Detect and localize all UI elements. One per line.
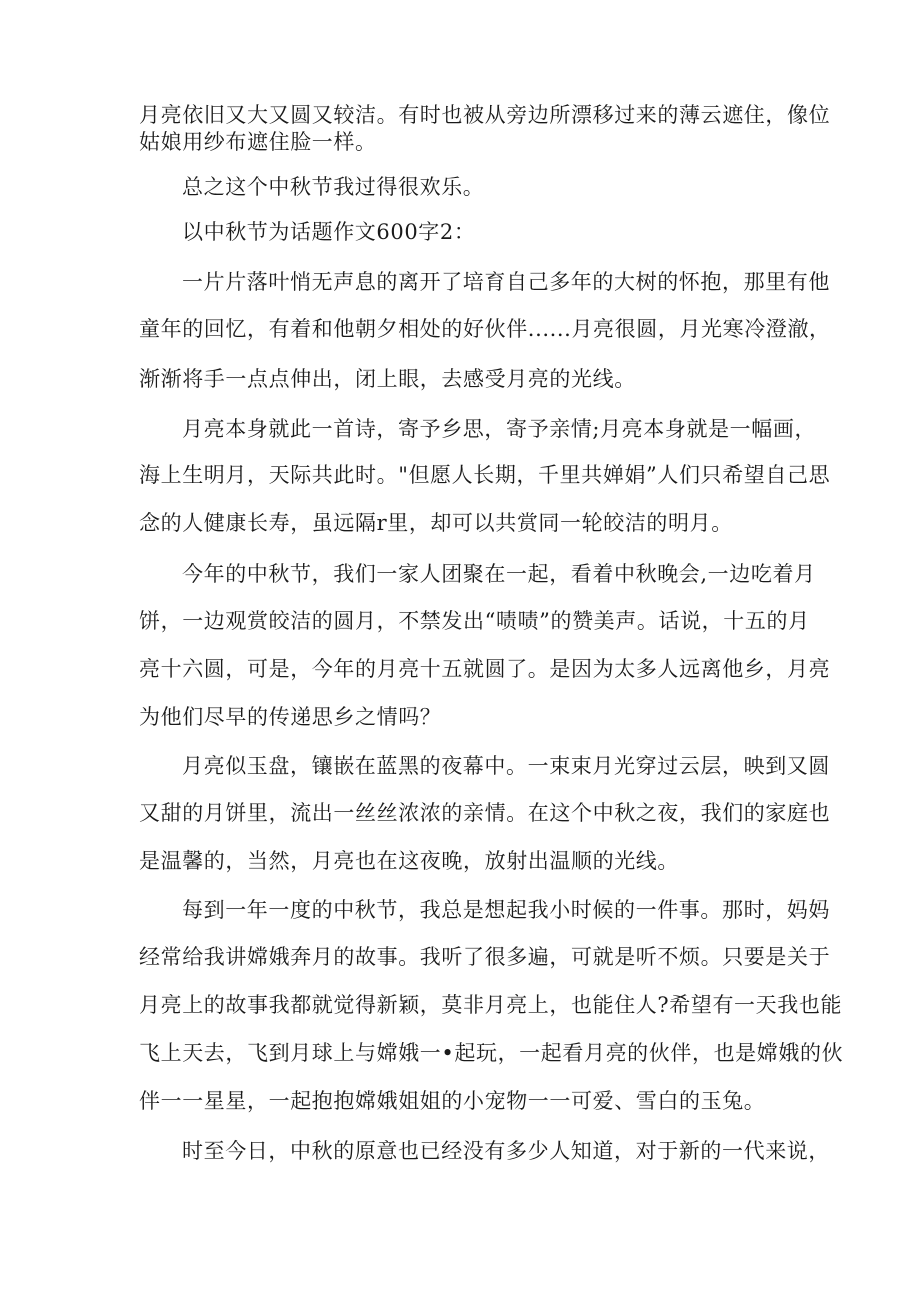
text-line: 渐渐将手一点点伸出，闭上眼，去感受月亮的光线。 xyxy=(139,367,636,391)
text-line: 今年的中秋节，我们一家人团聚在一起，看着中秋晚会,一边吃着月 xyxy=(182,562,816,586)
text-line: 亮十六圆，可是，今年的月亮十五就圆了。是因为太多人远离他乡，月亮 xyxy=(139,657,831,681)
text-line: 总之这个中秋节我过得很欢乐。 xyxy=(182,175,485,199)
text-line: 一片片落叶悄无声息的离开了培育自己多年的大树的怀抱，那里有他 xyxy=(182,270,830,294)
section-heading: 以中秋节为话题作文600字2： xyxy=(182,220,476,244)
text-line: 伴一一星星，一起抱抱嫦娥姐姐的小宠物一一可爱、雪白的玉兔。 xyxy=(139,1089,766,1113)
text-line: 每到一年一度的中秋节，我总是想起我小时候的一件事。那时，妈妈 xyxy=(182,898,830,922)
text-line: 月亮上的故事我都就觉得新颖，莫非月亮上，也能住人?希望有一天我也能 xyxy=(139,993,843,1017)
text-line: 是温馨的，当然，月亮也在这夜晚，放射出温顺的光线。 xyxy=(139,849,679,873)
text-line: 海上生明月，天际共此时。"但愿人长期，千里共婵娟”人们只希望自己思 xyxy=(139,463,831,487)
text-line: 念的人健康长寿，虽远隔r里，却可以共赏同一轮皎洁的明月。 xyxy=(139,511,733,535)
text-line: 飞上天去，飞到月球上与嫦娥一•起玩，一起看月亮的伙伴，也是嫦娥的伙 xyxy=(139,1041,844,1065)
text-line: 童年的回忆，有着和他朝夕相处的好伙伴......月亮很圆，月光寒冷澄澈， xyxy=(139,317,831,341)
text-line: 月亮似玉盘，镶嵌在蓝黑的夜幕中。一束束月光穿过云层，映到又圆 xyxy=(182,754,830,778)
text-line: 姑娘用纱布遮住脸一样。 xyxy=(139,130,377,154)
text-line: 又甜的月饼里，流出一丝丝浓浓的亲情。在这个中秋之夜，我们的家庭也 xyxy=(139,801,831,825)
text-line: 时至今日，中秋的原意也已经没有多少人知道，对于新的一代来说， xyxy=(182,1139,830,1163)
text-line: 月亮本身就此一首诗，寄予乡思，寄予亲情;月亮本身就是一幅画， xyxy=(182,417,817,441)
text-line: 月亮依旧又大又圆又较洁。有时也被从旁边所漂移过来的薄云遮住，像位 xyxy=(139,103,831,127)
text-line: 经常给我讲嫦娥奔月的故事。我听了很多遍，可就是听不烦。只要是关于 xyxy=(139,945,831,969)
text-line: 饼，一边观赏皎洁的圆月，不禁发出“啧啧”的赞美声。话说，十五的月 xyxy=(139,609,810,633)
text-line: 为他们尽早的传递思乡之情吗？ xyxy=(139,705,442,729)
